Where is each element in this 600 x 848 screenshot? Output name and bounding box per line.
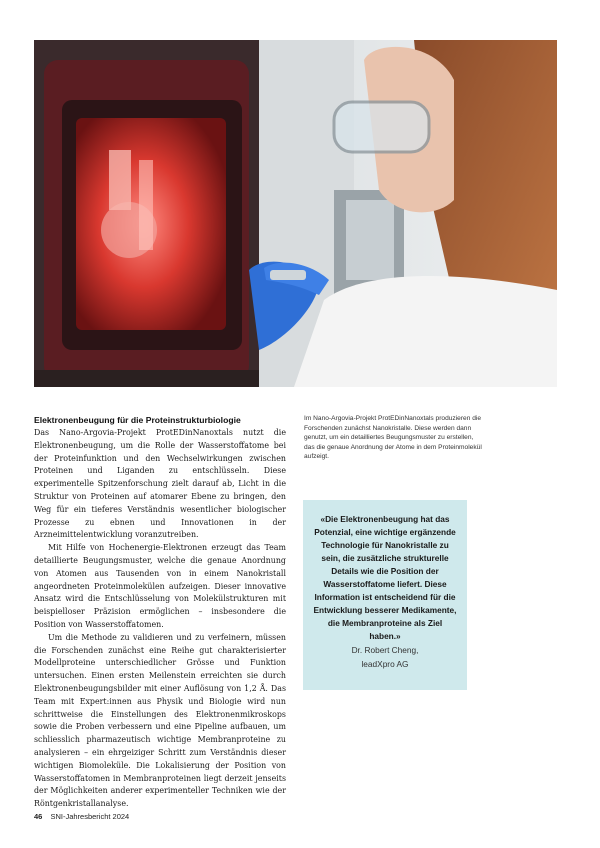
- lab-photo: [34, 40, 557, 387]
- publication-title: SNI-Jahresbericht 2024: [50, 812, 130, 821]
- article-body: [34, 427, 286, 811]
- photo-caption: Im Nano-Argovia-Projekt ProtEDinNanoxtals produzieren die Forschenden zunächst Nanokristalle. Diese werden dann genutzt, um ein detailliertes Beugungsmuster zu erstellen, das die genaue Anordnung der Atome in dem Proteinmolekül aufzeigt.: [304, 415, 482, 461]
- page-number: 46: [34, 812, 43, 821]
- paragraph-3: Um die Methode zu validieren und zu verfeinern, müssen die Forschenden zunächst eine Reihe gut charakterisierter Modellproteine unterschiedlicher Grösse und Funktion untersuchen. Einen ersten Meilenstein erreichten sie durch Elektronenbeugungsbilder mit einer Auflösung von 1,2 Å. Das Team mit Expert:innen aus Physik und Biologie wird nun schrittweise die Einstellungen des Elektronenmikroskops sowie die Proben verbessern und eine Pipeline aufbauen, um schliesslich pharmazeutisch wichtige Membranproteine zu analysieren – ein ehrgeiziger Schritt zum Verständnis dieser wichtigen Biomoleküle. Die Lokalisierung der Position von Wasserstoffatomen in Membranproteinen liegt derzeit jenseits der Möglichkeiten anderer experimenteller Techniken wie der Röntgenkristallanalyse.: [34, 632, 286, 809]
- paragraph-2: Mit Hilfe von Hochenergie-Elektronen erzeugt das Team detaillierte Beugungsmuster, welche die genaue Anordnung von Atomen aus Tausenden von in einem Nanokristall angeordneten Proteinmolekülen aufzeigen. Dieser innovative Ansatz wird die Entschlüsselung von Molekülstrukturen mit beispielloser Präzision ermöglichen – insbesondere die Position von Wasserstoffatomen.: [34, 543, 286, 629]
- pull-quote-text: «Die Elektronenbeugung hat das Potenzial, eine wichtige ergänzende Technologie für Nanokristalle zu sein, die zusätzliche strukturelle Details wie die Position der Wasserstoffatome liefert. Diese Information ist entscheidend für die Entwicklung besserer Medikamente, die Membranproteine als Ziel haben.»: [313, 514, 457, 641]
- paragraph-1: Das Nano-Argovia-Projekt ProtEDinNanoxtals nutzt die Elektronenbeugung, um die Rolle der Wasserstoffatome bei der Proteinfunktion und den Wechselwirkungen zwischen Proteinen und Liganden zu entschlüsseln. Diese experimentelle Spitzenforschung zielt darauf ab, Licht in die Struktur von Proteinen auf atomarer Ebene zu bringen, den Weg für ein tieferes Verständnis wesentlicher biologischer Prozesse zu ebnen und Innovationen in der Arzneimittelentwicklung voranzutreiben.: [34, 428, 286, 540]
- quote-author-org: leadXpro AG: [361, 659, 409, 669]
- pull-quote-box: [303, 500, 467, 690]
- quote-author-name: Dr. Robert Cheng,: [351, 645, 419, 655]
- article-heading: Elektronenbeugung für die Proteinstrukturbiologie: [34, 415, 241, 425]
- page-footer: [34, 812, 129, 821]
